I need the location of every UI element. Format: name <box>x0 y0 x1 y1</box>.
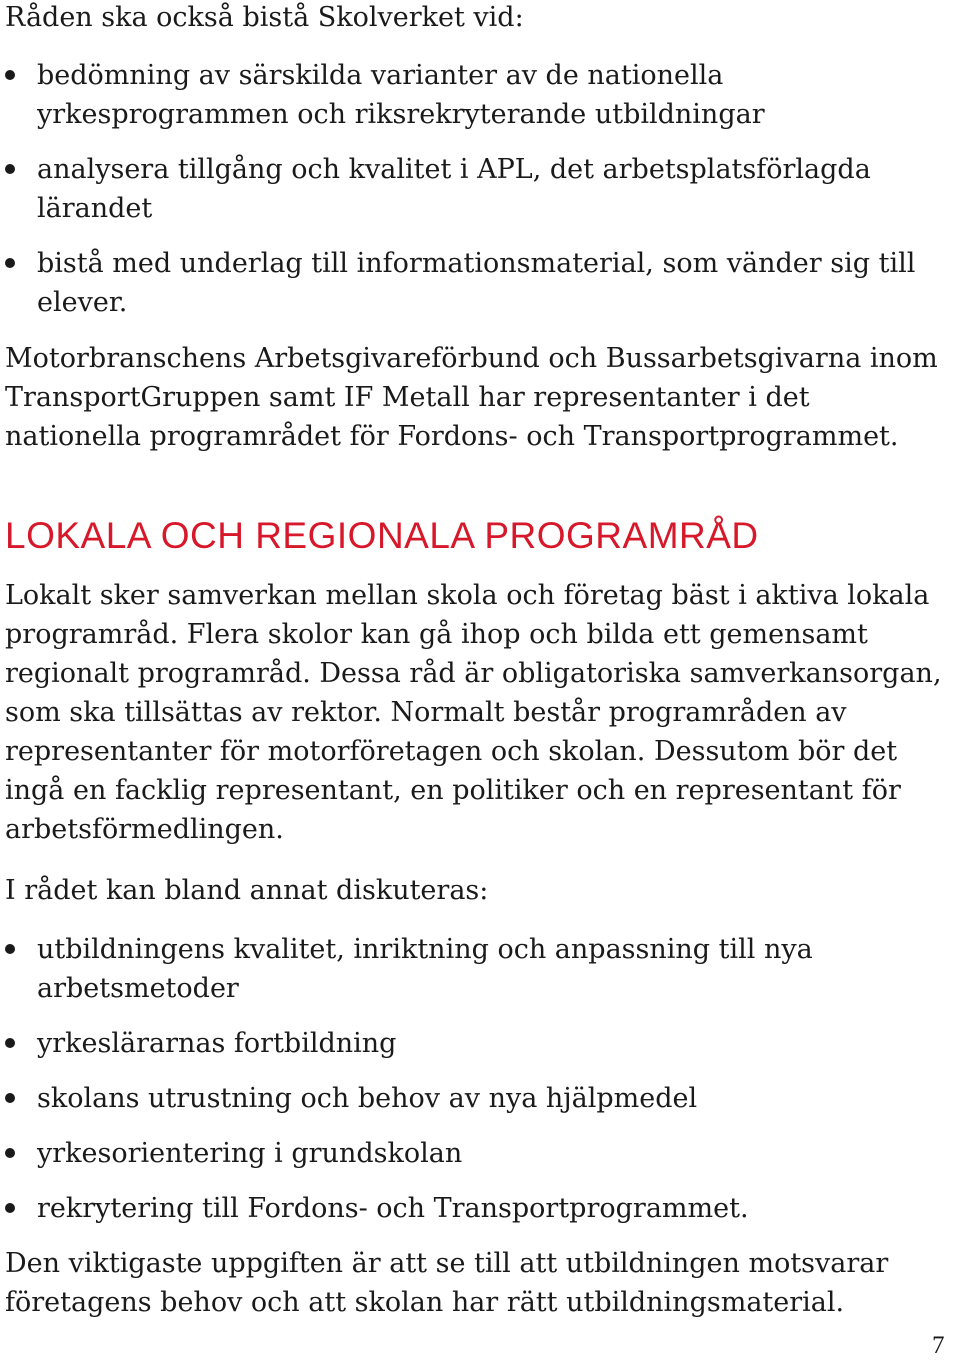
list-item <box>5 56 953 134</box>
list-item-text: rekrytering till Fordons- och Transportprogrammet. <box>37 1193 749 1224</box>
intro-text: Råden ska också bistå Skolverket vid: <box>5 2 524 33</box>
bullet-icon <box>5 944 15 954</box>
page-number: 7 <box>932 1332 945 1359</box>
list-item-text: skolans utrustning och behov av nya hjälpmedel <box>37 1083 698 1114</box>
list-item-text: bistå med underlag till informationsmaterial, som vänder sig till elever. <box>37 248 916 318</box>
bullet-icon <box>5 1038 15 1048</box>
bullet-icon <box>5 70 15 80</box>
section-body: Lokalt sker samverkan mellan skola och företag bäst i aktiva lokala programråd. Flera skolor kan gå ihop och bilda ett gemensamt regionalt programråd. Dessa råd är obligatoriska samverkansorgan, som ska tillsättas av rektor. Normalt består programråden av representanter för motorföretagen och skolan. Dessutom bör det ingå en facklig representant, en politiker och en representant för arbetsförmedlingen. <box>5 580 942 845</box>
list-item <box>5 1024 953 1063</box>
bullet-icon <box>5 1093 15 1103</box>
list-item-text: yrkeslärarnas fortbildning <box>37 1028 397 1059</box>
list-item <box>5 1189 953 1228</box>
representatives-paragraph: Motorbranschens Arbetsgivareförbund och Bussarbetsgivarna inom TransportGruppen samt IF Metall har representanter i det nationella programrådet för Fordons- och Transportprogrammet. <box>5 343 938 452</box>
document-page <box>5 0 953 1322</box>
bullet-icon <box>5 1148 15 1158</box>
discussion-list <box>5 930 953 1228</box>
assist-list <box>5 56 953 322</box>
list-item <box>5 244 953 322</box>
list-item <box>5 930 953 1008</box>
bullet-icon <box>5 1203 15 1213</box>
list-item <box>5 1079 953 1118</box>
list-item-text: analysera tillgång och kvalitet i APL, det arbetsplatsförlagda lärandet <box>37 154 871 224</box>
list-item <box>5 1134 953 1173</box>
discussion-intro: I rådet kan bland annat diskuteras: <box>5 875 489 906</box>
list-item <box>5 150 953 228</box>
section-heading: LOKALA OCH REGIONALA PROGRAMRÅD <box>5 515 759 556</box>
closing-paragraph: Den viktigaste uppgiften är att se till att utbildningen motsvarar företagens behov och att skolan har rätt utbildningsmaterial. <box>5 1248 889 1318</box>
list-item-text: utbildningens kvalitet, inriktning och anpassning till nya arbetsmetoder <box>37 934 813 1004</box>
list-item-text: bedömning av särskilda varianter av de nationella yrkesprogrammen och riksrekryterande utbildningar <box>37 60 765 130</box>
list-item-text: yrkesorientering i grundskolan <box>37 1138 463 1169</box>
bullet-icon <box>5 258 15 268</box>
bullet-icon <box>5 164 15 174</box>
